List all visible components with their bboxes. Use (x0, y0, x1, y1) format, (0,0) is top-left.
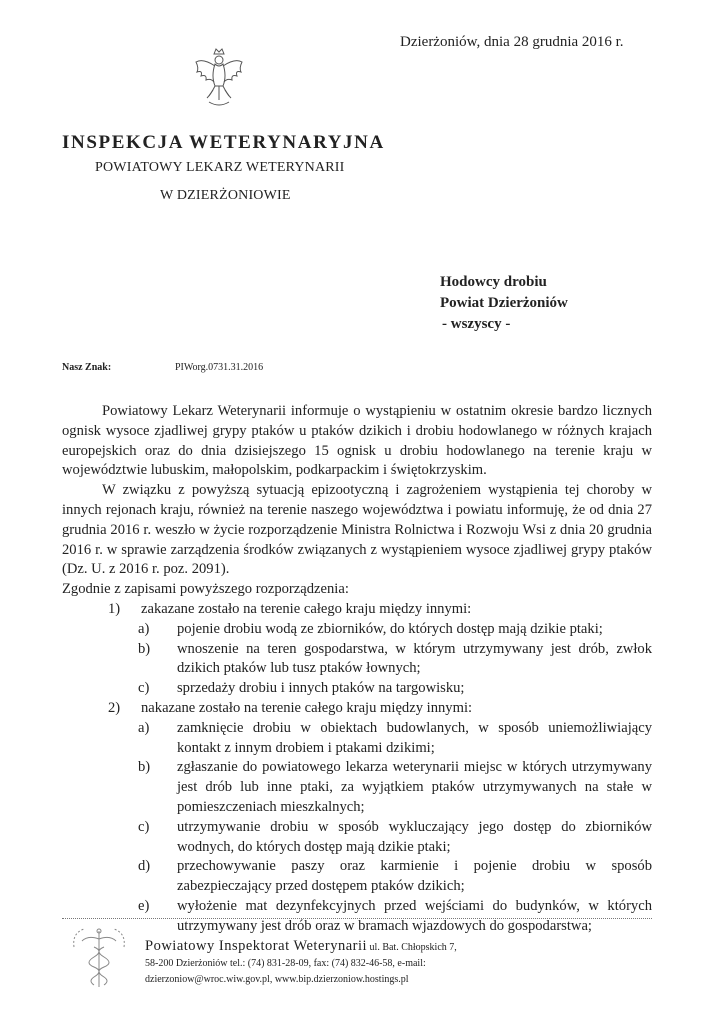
sub-list-letter: c) (138, 680, 150, 697)
list-item-text: zakazane zostało na terenie całego kraju między innymi: (141, 600, 472, 617)
sub-list-letter: e) (138, 897, 150, 914)
list-number: 1) (108, 600, 121, 617)
sub-list-text: wyłożenie mat dezynfekcyjnych przed wejściami do budynków, w których utrzymywany jest drób oraz w bramach wjazdowych do gospodarstwa; (177, 897, 652, 934)
reference-label: Nasz Znak: (62, 362, 112, 373)
sub-list-letter: a) (138, 620, 150, 637)
addressee-line: Hodowcy drobiu (440, 274, 547, 290)
organization-name: INSPEKCJA WETERYNARYJNA (62, 132, 385, 153)
footer-phone-line: 58-200 Dzierżoniów tel.: (74) 831-28-09, fax: (74) 832-46-58, e-mail: (145, 958, 426, 969)
list-item (62, 699, 652, 937)
sub-list-text: wnoszenie na teren gospodarstwa, w którym utrzymywany jest drób, zwłok dzikich ptaków lub tusz ptaków łownych; (177, 640, 652, 677)
sub-list-text: pojenie drobiu wodą ze zbiorników, do których dostęp mają dzikie ptaki; (177, 620, 603, 637)
sub-list-letter: b) (138, 640, 151, 657)
sub-list-item (140, 897, 652, 937)
document-date: Dzierżoniów, dnia 28 grudnia 2016 r. (400, 34, 624, 50)
list-item-text: nakazane zostało na terenie całego kraju między innymi: (141, 699, 473, 716)
sub-list-item (140, 857, 652, 897)
footer-web-line: dzierzoniow@wroc.wiw.gov.pl, www.bip.dzierzoniow.hostings.pl (145, 974, 409, 985)
paragraph: Powiatowy Lekarz Weterynarii informuje o wystąpieniu w ostatnim okresie bardzo licznych ognisk wysoce zjadliwej grypy ptaków u ptaków dzikich i drobiu hodowlanego w różnych krajach europejskich oraz do dnia dzisiejszego 15 ognisk u drobiu hodowlanego na terenie kraju w województwie lubuskim, małopolskim, podkarpackim i świętokrzyskim. (62, 403, 652, 479)
sub-list-text: utrzymywanie drobiu w sposób wykluczający jego dostęp do zbiorników wodnych, do których dostęp mają dzikie ptaki; (177, 818, 652, 855)
organization-location: W DZIERŻONIOWIE (160, 188, 291, 203)
sub-list-item (140, 719, 652, 759)
addressee-line: Powiat Dzierżoniów (440, 295, 568, 311)
addressee-line: - wszyscy - (442, 316, 511, 332)
sub-list-letter: a) (138, 719, 150, 736)
footer-divider (62, 918, 652, 919)
sub-list-item (140, 679, 652, 699)
sub-list-item (140, 620, 652, 640)
list-number: 2) (108, 699, 121, 716)
organization-subtitle: POWIATOWY LEKARZ WETERYNARII (95, 160, 345, 175)
addressee-block (440, 272, 568, 335)
sub-list-letter: c) (138, 818, 150, 835)
sub-list (138, 620, 652, 699)
paragraph: Zgodnie z zapisami powyższego rozporządzenia: (62, 581, 349, 598)
sub-list-letter: d) (138, 858, 151, 875)
list-item (62, 600, 652, 699)
caduceus-logo-icon (70, 925, 128, 995)
sub-list-text: zgłaszanie do powiatowego lekarza weterynarii miejsc w których utrzymywany jest drób lub inne ptaki, za wyjątkiem ptaków utrzymywanych na stałe w pomieszczeniach mieszkalnych; (177, 759, 652, 815)
sub-list-letter: b) (138, 759, 151, 776)
footer-contact (145, 938, 457, 988)
letter-body (62, 402, 652, 937)
sub-list-text: przechowywanie paszy oraz karmienie i pojenie drobiu w sposób zabezpieczający przed dostępem ptaków dzikich; (177, 858, 652, 895)
paragraph: W związku z powyższą sytuacją epizootyczną i zagrożeniem wystąpienia tej choroby w innych rejonach kraju, również na terenie naszego województwa i powiatu informuję, że od dnia 27 grudnia 2016 r. weszło w życie rozporządzenie Ministra Rolnictwa i Rozwoju Wsi z dnia 20 grudnia 2016 r. w sprawie zarządzenia środków związanych z wystąpieniem wysoce zjadliwej grypy ptaków (Dz. U. z 2016 r. poz. 2091). (62, 482, 652, 578)
reference-number: PIWorg.0731.31.2016 (175, 362, 264, 373)
sub-list-item (140, 818, 652, 858)
sub-list-item (140, 758, 652, 817)
sub-list (138, 719, 652, 937)
sub-list-text: sprzedaży drobiu i innych ptaków na targowisku; (177, 680, 465, 697)
footer-title: Powiatowy Inspektorat Weterynarii (145, 938, 368, 954)
footer-address: ul. Bat. Chłopskich 7, (369, 942, 457, 953)
polish-eagle-icon (193, 46, 245, 110)
regulation-list (62, 600, 652, 937)
sub-list-text: zamknięcie drobiu w obiektach budowlanych, w sposób uniemożliwiający kontakt z innym drobiem i ptakami dzikimi; (177, 719, 652, 756)
sub-list-item (140, 640, 652, 680)
